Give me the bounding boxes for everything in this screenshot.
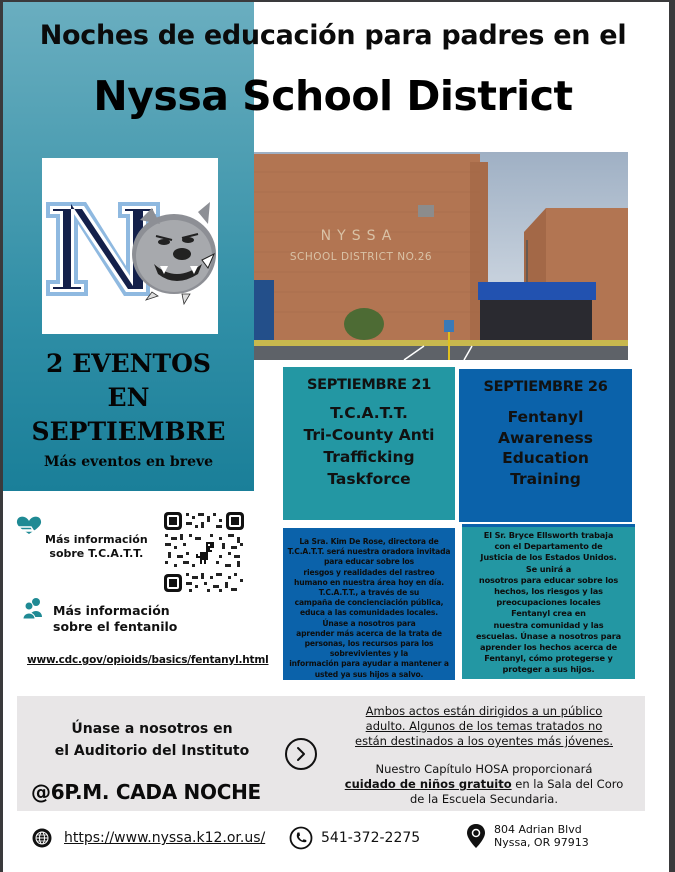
contact-footer: [3, 820, 669, 860]
description-line: con el Departamento de: [494, 541, 603, 552]
event-description-tcatt: [283, 528, 455, 680]
description-line: aprender los hechos acerca de: [480, 642, 617, 653]
arrow-button[interactable]: [285, 738, 317, 770]
venue-line: el Auditorio del Instituto: [54, 743, 250, 759]
event-title-line: T.C.A.T.T.: [330, 404, 408, 422]
page-subtitle: Noches de educación para padres en el: [39, 20, 627, 51]
notice-line: Nuestro Capítulo HOSA proporcionará: [375, 762, 593, 776]
description-line: riesgos y realidades del rastreo: [303, 567, 435, 577]
description-line: aprender más acerca de la trata de: [296, 628, 442, 638]
event-title-line: Fentanyl: [507, 408, 584, 426]
info-banner: [17, 696, 645, 811]
address-item: [466, 823, 589, 849]
notice-line: [339, 777, 629, 792]
website-item[interactable]: [32, 828, 265, 848]
description-line: El Sr. Bryce Ellsworth trabaja: [483, 530, 614, 540]
events-heading-line: SEPTIEMBRE: [31, 417, 226, 446]
event-date: SEPTIEMBRE 21: [306, 377, 432, 393]
description-line: información para ayudar a mantener a: [289, 659, 449, 669]
description-line: personas, los recursos para los: [304, 639, 434, 649]
address: [494, 823, 589, 849]
info-label-line: Más información: [45, 533, 148, 546]
event-card-tcatt: [283, 367, 455, 520]
event-description-fentanyl: [462, 524, 635, 679]
description-line: Fentanyl, cómo protegerse y: [484, 653, 613, 664]
venue-text: [37, 718, 267, 762]
info-label-line: Más información: [53, 603, 170, 618]
bulldog-n-logo-icon: [42, 158, 218, 334]
description-line: La Sra. Kim De Rose, directora de: [299, 537, 439, 546]
event-card-fentanyl: [459, 369, 632, 522]
address-line: 804 Adrian Blvd: [494, 823, 582, 836]
description-line: T.C.A.T.T. será nuestra oradora invitada: [287, 547, 451, 557]
event-title-line: Awareness: [498, 428, 593, 447]
event-title-line: Education: [502, 449, 589, 467]
globe-icon: [32, 828, 52, 848]
cdc-fentanyl-link[interactable]: www.cdc.gov/opioids/basics/fentanyl.html: [27, 654, 269, 666]
description-line: para educar sobre los: [324, 557, 414, 567]
notice-line: adulto. Algunos de los temas tratados no: [365, 719, 603, 733]
location-pin-icon: [466, 823, 486, 849]
event-title-line: Training: [510, 469, 581, 488]
events-heading-line: EN: [107, 383, 150, 412]
fentanyl-info[interactable]: [22, 597, 44, 619]
description-line: Únase a nosotros para: [322, 618, 416, 628]
description-line: campaña de concienciación pública,: [294, 598, 444, 608]
audience-notice: [339, 704, 629, 807]
description-line: sobrevivientes y la: [329, 649, 409, 659]
district-logo: [42, 158, 218, 334]
people-icon: [22, 597, 44, 619]
info-label-line: sobre T.C.A.T.T.: [49, 547, 144, 560]
description-line: nosotros para educar sobre los: [478, 574, 619, 585]
description-line: proteger a sus hijos.: [502, 664, 595, 675]
phone-item[interactable]: [289, 826, 420, 850]
notice-line: de la Escuela Secundaria.: [409, 792, 559, 806]
events-subheading: Más eventos en breve: [43, 454, 214, 470]
phone-icon: [289, 826, 313, 850]
qr-code-icon: [162, 510, 246, 594]
venue-line: Únase a nosotros en: [71, 721, 233, 737]
event-title: [283, 402, 455, 490]
event-title: [459, 407, 632, 489]
tcatt-info[interactable]: [15, 515, 43, 537]
divider: [462, 524, 635, 527]
school-building-photo: [254, 152, 628, 360]
notice-line: están destinados a los oyentes más jóvenes.: [355, 734, 613, 748]
heart-hands-icon: [15, 515, 43, 537]
description-line: T.C.A.T.T., a través de su: [318, 588, 420, 598]
fentanyl-info-label: [53, 603, 177, 635]
notice-text: en la Sala del Coro: [511, 777, 624, 791]
description-line: preocupaciones locales: [496, 597, 601, 608]
description-line: escuelas. Únase a nosotros para: [475, 630, 622, 641]
description-line: Fentanyl crea en: [511, 608, 586, 619]
page-title: Nyssa School District: [93, 72, 573, 120]
svg-text:NYSSA: NYSSA: [320, 228, 398, 244]
tcatt-info-label: [45, 533, 148, 561]
childcare-emphasis: cuidado de niños gratuito: [344, 777, 512, 791]
description-line: hechos, los riesgos y las: [494, 586, 603, 597]
event-time: @6P.M. CADA NOCHE: [31, 780, 261, 804]
childcare-notice: [339, 762, 629, 807]
phone-number: 541-372-2275: [321, 830, 421, 846]
address-line: Nyssa, OR 97913: [494, 836, 589, 849]
svg-text:SCHOOL DISTRICT NO.26: SCHOOL DISTRICT NO.26: [289, 251, 433, 263]
audience-warning: [339, 704, 629, 749]
notice-line: Ambos actos están dirigidos a un público: [365, 704, 603, 718]
event-date: SEPTIEMBRE 26: [483, 379, 608, 395]
description-line: usted ya sus hijos a salvo.: [314, 669, 424, 679]
event-title-line: Trafficking: [323, 448, 415, 466]
events-heading: [3, 347, 254, 449]
event-title-line: Taskforce: [327, 470, 411, 488]
qr-code[interactable]: [162, 510, 246, 594]
description-line: educa a las comunidades locales.: [299, 608, 439, 618]
chevron-right-icon: [294, 746, 308, 762]
description-line: Se unirá a: [525, 563, 572, 574]
info-label-line: sobre el fentanilo: [53, 619, 178, 634]
events-heading-line: 2 EVENTOS: [46, 349, 211, 378]
flyer-page: [3, 2, 669, 872]
description-line: humano en nuestra área hoy en día.: [293, 577, 445, 587]
website-link[interactable]: https://www.nyssa.k12.or.us/: [64, 830, 266, 846]
description-line: nuestra comunidad y las: [493, 619, 604, 630]
event-title-line: Tri-County Anti: [303, 426, 435, 444]
description-line: Justicia de los Estados Unidos.: [480, 552, 617, 563]
